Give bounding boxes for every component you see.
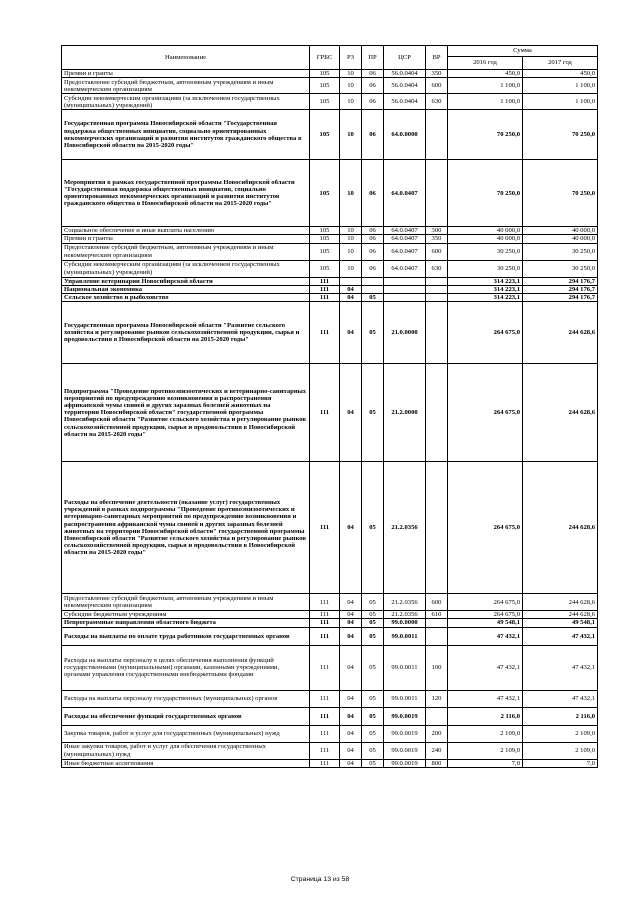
row-rz: 10: [340, 70, 362, 78]
row-sum-2017: 294 176,7: [523, 285, 598, 293]
table-row: [62, 110, 598, 160]
row-sum-2016: 1 100,0: [448, 94, 523, 110]
row-name: Расходы на выплаты по оплате труда работников государственных органов: [62, 627, 310, 645]
row-sum-2016: 47 432,1: [448, 645, 523, 690]
row-sum-2016: 264 675,0: [448, 462, 523, 594]
row-csr: 64.0.0407: [384, 235, 426, 243]
row-vr: 240: [426, 742, 448, 759]
row-grbs: 111: [310, 462, 340, 594]
table-row: [62, 690, 598, 707]
row-csr: 99.0.0019: [384, 707, 426, 725]
row-sum-2017: 47 432,1: [523, 645, 598, 690]
row-name: Национальная экономика: [62, 285, 310, 293]
row-rz: 10: [340, 260, 362, 277]
page-number: Страница 13 из 58: [290, 876, 350, 883]
row-grbs: 105: [310, 227, 340, 235]
row-csr: 99.0.0019: [384, 759, 426, 767]
row-sum-2017: 294 176,7: [523, 294, 598, 302]
row-csr: 21.2.0356: [384, 594, 426, 611]
row-csr: [384, 285, 426, 293]
row-sum-2017: 40 000,0: [523, 227, 598, 235]
row-grbs: 105: [310, 243, 340, 260]
row-vr: [426, 364, 448, 462]
row-sum-2017: 2 109,0: [523, 742, 598, 759]
row-csr: 21.2.0356: [384, 611, 426, 619]
row-sum-2016: 49 548,1: [448, 619, 523, 627]
table-row: [62, 364, 598, 462]
row-pr: 05: [362, 627, 384, 645]
row-name: Иные бюджетные ассигнования: [62, 759, 310, 767]
table-row: [62, 302, 598, 364]
row-vr: 600: [426, 78, 448, 94]
row-name: Предоставление субсидий бюджетным, автономным учреждениям и иным некоммерческим организациям: [62, 243, 310, 260]
row-vr: 600: [426, 243, 448, 260]
row-vr: [426, 110, 448, 160]
row-rz: 10: [340, 227, 362, 235]
row-csr: 99.0.0019: [384, 725, 426, 742]
row-sum-2017: 49 548,1: [523, 619, 598, 627]
row-pr: 05: [362, 707, 384, 725]
row-sum-2016: 264 675,0: [448, 611, 523, 619]
row-pr: 06: [362, 70, 384, 78]
row-sum-2016: 40 000,0: [448, 235, 523, 243]
table-row: [62, 227, 598, 235]
row-sum-2017: 47 432,1: [523, 627, 598, 645]
header-grbs: ГРБС: [310, 46, 340, 70]
table-row: [62, 759, 598, 767]
row-pr: 05: [362, 302, 384, 364]
row-sum-2016: 2 116,0: [448, 707, 523, 725]
row-pr: 05: [362, 645, 384, 690]
header-2017: 2017 год: [523, 57, 598, 70]
row-pr: 05: [362, 462, 384, 594]
row-sum-2016: 70 250,0: [448, 110, 523, 160]
row-pr: 05: [362, 759, 384, 767]
row-grbs: 105: [310, 235, 340, 243]
row-name: Закупка товаров, работ и услуг для государственных (муниципальных) нужд: [62, 725, 310, 742]
row-grbs: 111: [310, 627, 340, 645]
row-csr: 56.0.0404: [384, 70, 426, 78]
row-grbs: 111: [310, 277, 340, 285]
row-sum-2016: 47 432,1: [448, 627, 523, 645]
row-grbs: 111: [310, 645, 340, 690]
row-sum-2016: 40 000,0: [448, 227, 523, 235]
row-csr: 64.0.0407: [384, 260, 426, 277]
row-name: Расходы на выплаты персоналу государственных (муниципальных) органов: [62, 690, 310, 707]
row-sum-2016: 2 109,0: [448, 742, 523, 759]
row-csr: 21.2.0000: [384, 364, 426, 462]
row-sum-2017: 7,0: [523, 759, 598, 767]
row-sum-2016: 30 250,0: [448, 260, 523, 277]
row-sum-2016: 314 223,1: [448, 285, 523, 293]
row-name: Премии и гранты: [62, 235, 310, 243]
row-sum-2016: 1 100,0: [448, 78, 523, 94]
table-row: [62, 285, 598, 293]
row-sum-2017: 30 250,0: [523, 260, 598, 277]
row-rz: 04: [340, 294, 362, 302]
row-name: Управление ветеринарии Новосибирской области: [62, 277, 310, 285]
row-vr: [426, 294, 448, 302]
table-row: [62, 243, 598, 260]
row-name: Субсидии некоммерческим организациям (за исключением государственных (муниципальных) учреждений): [62, 260, 310, 277]
row-vr: [426, 619, 448, 627]
row-rz: 04: [340, 627, 362, 645]
row-rz: 04: [340, 594, 362, 611]
row-sum-2017: 30 250,0: [523, 243, 598, 260]
row-vr: [426, 462, 448, 594]
row-sum-2017: 70 250,0: [523, 160, 598, 227]
row-pr: 06: [362, 160, 384, 227]
row-sum-2017: 40 000,0: [523, 235, 598, 243]
row-grbs: 111: [310, 294, 340, 302]
row-sum-2017: 244 628,6: [523, 611, 598, 619]
header-pr: ПР: [362, 46, 384, 70]
row-csr: 21.2.0356: [384, 462, 426, 594]
row-csr: 64.0.0000: [384, 110, 426, 160]
row-sum-2016: 2 109,0: [448, 725, 523, 742]
row-csr: [384, 294, 426, 302]
row-vr: 120: [426, 690, 448, 707]
row-csr: 64.0.0407: [384, 160, 426, 227]
table-row: [62, 645, 598, 690]
row-pr: [362, 285, 384, 293]
row-vr: 800: [426, 759, 448, 767]
table-body: [62, 70, 598, 768]
table-row: [62, 742, 598, 759]
table-row: [62, 462, 598, 594]
row-sum-2017: 244 628,6: [523, 462, 598, 594]
row-rz: [340, 277, 362, 285]
row-pr: 05: [362, 594, 384, 611]
row-name: Иные закупки товаров, работ и услуг для обеспечения государственных (муниципальных) нужд: [62, 742, 310, 759]
table-row: [62, 78, 598, 94]
row-name: Сельское хозяйство и рыболовство: [62, 294, 310, 302]
row-pr: 05: [362, 619, 384, 627]
row-rz: 04: [340, 759, 362, 767]
row-csr: 99.0.0011: [384, 627, 426, 645]
row-pr: 06: [362, 243, 384, 260]
row-pr: 05: [362, 611, 384, 619]
row-sum-2017: 2 116,0: [523, 707, 598, 725]
row-vr: [426, 627, 448, 645]
row-sum-2017: 294 176,7: [523, 277, 598, 285]
row-vr: [426, 160, 448, 227]
row-grbs: 111: [310, 619, 340, 627]
row-pr: 06: [362, 260, 384, 277]
row-csr: 21.0.0000: [384, 302, 426, 364]
row-vr: 100: [426, 645, 448, 690]
row-sum-2017: 1 100,0: [523, 94, 598, 110]
header-2016: 2016 год: [448, 57, 523, 70]
row-name: Расходы на выплаты персоналу в целях обеспечения выполнения функций государственными (муниципальными) органами, казенными учреждениями, органами управления государственными внебюджетными фондами: [62, 645, 310, 690]
table-row: [62, 611, 598, 619]
row-vr: [426, 285, 448, 293]
row-vr: [426, 277, 448, 285]
row-sum-2016: 264 675,0: [448, 364, 523, 462]
row-sum-2017: 1 100,0: [523, 78, 598, 94]
table-row: [62, 94, 598, 110]
row-rz: 10: [340, 94, 362, 110]
row-rz: 04: [340, 707, 362, 725]
row-vr: 200: [426, 725, 448, 742]
row-rz: 10: [340, 243, 362, 260]
row-csr: 64.0.0407: [384, 227, 426, 235]
row-pr: 05: [362, 742, 384, 759]
row-sum-2016: 264 675,0: [448, 594, 523, 611]
row-rz: 04: [340, 302, 362, 364]
row-csr: 99.0.0011: [384, 690, 426, 707]
row-sum-2017: 47 432,1: [523, 690, 598, 707]
row-rz: 04: [340, 725, 362, 742]
row-name: Подпрограмма "Проведение противоэпизоотических и ветеринарно-санитарных мероприятий по предупреждению возникновения и распространения африканской чумы свиней и других заразных болезней животных на территории Новосибирской области" государственной программы Новосибирской области "Развитие сельского хозяйства и регулирование рынков сельскохозяйственной продукции, сырья и продовольствия в Новосибирской области на 2015-2020 годы": [62, 364, 310, 462]
row-csr: 56.0.0404: [384, 94, 426, 110]
row-sum-2017: 244 628,6: [523, 364, 598, 462]
row-grbs: 111: [310, 594, 340, 611]
table-row: [62, 594, 598, 611]
row-vr: [426, 707, 448, 725]
table-row: [62, 70, 598, 78]
table-row: [62, 277, 598, 285]
row-vr: 630: [426, 94, 448, 110]
row-pr: 05: [362, 364, 384, 462]
row-grbs: 105: [310, 94, 340, 110]
row-rz: 04: [340, 690, 362, 707]
row-sum-2016: 450,0: [448, 70, 523, 78]
row-vr: 610: [426, 611, 448, 619]
row-sum-2017: 70 250,0: [523, 110, 598, 160]
row-rz: 04: [340, 645, 362, 690]
row-sum-2017: 450,0: [523, 70, 598, 78]
row-grbs: 105: [310, 260, 340, 277]
row-sum-2016: 7,0: [448, 759, 523, 767]
row-rz: 10: [340, 235, 362, 243]
table-row: [62, 294, 598, 302]
row-pr: 06: [362, 235, 384, 243]
row-grbs: 105: [310, 160, 340, 227]
row-name: Государственная программа Новосибирской области "Государственная поддержка общественных инициатив, социально ориентированных некоммерческих организаций и развития институтов гражданского общества в Новосибирской области на 2015-2020 годы": [62, 110, 310, 160]
row-name: Расходы на обеспечение деятельности (оказание услуг) государственных учреждений в рамках подпрограммы "Проведение противоэпизоотических и ветеринарно-санитарных мероприятий по предупреждению возникновения и распространения африканской чумы свиней и других заразных болезней животных на территории Новосибирской области" государственной программы Новосибирской области "Развитие сельского хозяйства и регулирование рынков сельскохозяйственной продукции, сырья и продовольствия в Новосибирской области на 2015-2020 годы": [62, 462, 310, 594]
table-row: [62, 619, 598, 627]
row-grbs: 111: [310, 364, 340, 462]
row-grbs: 111: [310, 302, 340, 364]
row-vr: 600: [426, 594, 448, 611]
row-csr: [384, 277, 426, 285]
row-sum-2016: 47 432,1: [448, 690, 523, 707]
header-sum: Сумма: [448, 46, 598, 57]
row-rz: 04: [340, 364, 362, 462]
table-row: [62, 160, 598, 227]
row-pr: 06: [362, 94, 384, 110]
row-grbs: 111: [310, 707, 340, 725]
row-pr: 06: [362, 227, 384, 235]
row-rz: 04: [340, 462, 362, 594]
header-csr: ЦСР: [384, 46, 426, 70]
header-rz: РЗ: [340, 46, 362, 70]
row-csr: 99.0.0000: [384, 619, 426, 627]
row-sum-2016: 314 223,1: [448, 277, 523, 285]
row-csr: 56.0.0404: [384, 78, 426, 94]
row-sum-2016: 30 250,0: [448, 243, 523, 260]
table-row: [62, 707, 598, 725]
table-row: [62, 627, 598, 645]
row-pr: 06: [362, 78, 384, 94]
row-sum-2017: 244 628,6: [523, 302, 598, 364]
row-grbs: 105: [310, 78, 340, 94]
row-vr: 300: [426, 227, 448, 235]
row-pr: [362, 277, 384, 285]
row-name: Предоставление субсидий бюджетным, автономным учреждениям и иным некоммерческим организациям: [62, 78, 310, 94]
row-csr: 99.0.0019: [384, 742, 426, 759]
table-row: [62, 725, 598, 742]
row-csr: 64.0.0407: [384, 243, 426, 260]
row-sum-2016: 70 250,0: [448, 160, 523, 227]
row-rz: 04: [340, 619, 362, 627]
row-rz: 10: [340, 78, 362, 94]
row-rz: 10: [340, 110, 362, 160]
row-rz: 04: [340, 285, 362, 293]
row-rz: 04: [340, 742, 362, 759]
row-grbs: 105: [310, 110, 340, 160]
table-row: [62, 235, 598, 243]
row-vr: 630: [426, 260, 448, 277]
row-name: Непрограммные направления областного бюджета: [62, 619, 310, 627]
row-name: Государственная программа Новосибирской области "Развитие сельского хозяйства и регулирование рынков сельскохозяйственной продукции, сырья и продовольствия в Новосибирской области на 2015-2020 годы": [62, 302, 310, 364]
row-pr: 05: [362, 294, 384, 302]
row-grbs: 111: [310, 611, 340, 619]
row-grbs: 111: [310, 690, 340, 707]
header-name: Наименование: [62, 46, 310, 70]
row-sum-2017: 244 628,6: [523, 594, 598, 611]
table-row: [62, 260, 598, 277]
row-grbs: 111: [310, 759, 340, 767]
row-pr: 05: [362, 725, 384, 742]
row-pr: 05: [362, 690, 384, 707]
row-sum-2017: 2 109,0: [523, 725, 598, 742]
row-name: Предоставление субсидий бюджетным, автономным учреждениям и иным некоммерческим организациям: [62, 594, 310, 611]
row-vr: [426, 302, 448, 364]
row-name: Социальное обеспечение и иные выплаты населению: [62, 227, 310, 235]
row-name: Мероприятия в рамках государственной программы Новосибирской области "Государственная поддержка общественных инициатив, социально ориентированных некоммерческих организаций и развития институтов гражданского общества в Новосибирской области на 2015-2020 годы": [62, 160, 310, 227]
row-name: Субсидии некоммерческим организациям (за исключением государственных (муниципальных) учреждений): [62, 94, 310, 110]
row-csr: 99.0.0011: [384, 645, 426, 690]
header-vr: ВР: [426, 46, 448, 70]
row-pr: 06: [362, 110, 384, 160]
row-name: Премии и гранты: [62, 70, 310, 78]
row-rz: 10: [340, 160, 362, 227]
row-name: Расходы на обеспечение функций государственных органов: [62, 707, 310, 725]
row-rz: 04: [340, 611, 362, 619]
row-vr: 350: [426, 235, 448, 243]
row-vr: 350: [426, 70, 448, 78]
row-grbs: 111: [310, 742, 340, 759]
row-sum-2016: 264 675,0: [448, 302, 523, 364]
budget-table: [61, 45, 598, 768]
row-grbs: 105: [310, 70, 340, 78]
row-name: Субсидии бюджетным учреждениям: [62, 611, 310, 619]
row-grbs: 111: [310, 725, 340, 742]
row-grbs: 111: [310, 285, 340, 293]
row-sum-2016: 314 223,1: [448, 294, 523, 302]
